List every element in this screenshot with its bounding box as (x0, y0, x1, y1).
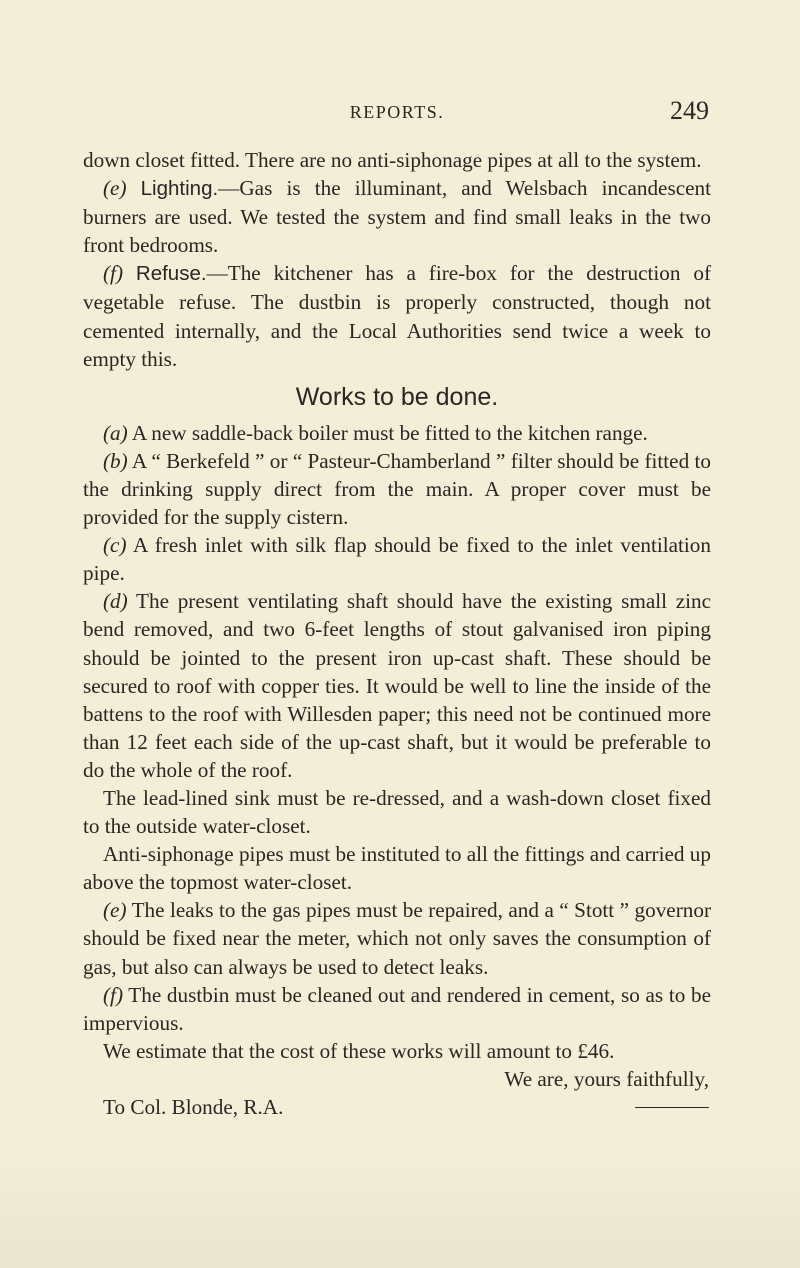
works-item-e (83, 896, 711, 980)
paragraph-continuation: down closet fitted. There are no anti-siphonage pipes at all to the system. (83, 148, 702, 172)
works-item-c (83, 531, 711, 587)
works-sink: The lead-lined sink must be re-dressed, and a wash-down closet fixed to the outside water-closet. (83, 785, 711, 839)
running-title: REPORTS. (349, 102, 445, 122)
item-label: (b) (103, 448, 128, 473)
paragraph-text: —Gas is the illuminant, and Welsbach incandescent burners are used. We tested the system and find small leaks in the two front bedrooms. (83, 176, 711, 258)
signoff: We are, yours faithfully, (504, 1066, 709, 1091)
works-anti-siphonage: Anti-siphonage pipes must be instituted to all the fittings and carried up above the topmost water-closet. (83, 842, 711, 895)
signature-rule (635, 1107, 709, 1108)
item-text: A “ Berkefeld ” or “ Pasteur-Chamberland ” filter should be fitted to the drinking supply direct from the main. A proper cover must be provided for the supply cistern. (83, 448, 711, 530)
item-text: A new saddle-back boiler must be fitted to the kitchen range. (131, 420, 648, 445)
item-label: (e) (103, 898, 127, 923)
item-label: (e) (103, 176, 127, 201)
item-label: (f) (103, 261, 123, 286)
section-heading: Works to be done. (295, 382, 499, 411)
item-label: (f) (103, 982, 123, 1007)
subheading-refuse: Refuse. (135, 262, 207, 286)
page-shading (0, 1148, 800, 1268)
item-text: The dustbin must be cleaned out and rendered in cement, so as to be impervious. (83, 982, 711, 1035)
item-label: (d) (103, 589, 128, 614)
works-estimate: We estimate that the cost of these works will amount to £46. (103, 1038, 615, 1063)
running-head (83, 96, 711, 132)
subheading-lighting: Lighting. (140, 177, 219, 201)
addressee: To Col. Blonde, R.A. (103, 1095, 284, 1119)
item-text: The present ventilating shaft should have the existing small zinc bend removed, and two 6-feet lengths of stout galvanised iron piping should be jointed to the present iron up-cast shaft. These should be secured to roof with copper ties. It would be well to line the inside of the battens to the roof with Willesden paper; this need not be continued more than 12 feet each side of the up-cast shaft, but it would be preferable to do the whole of the roof. (83, 589, 711, 782)
item-text: A fresh inlet with silk flap should be fixed to the inlet ventilation pipe. (83, 533, 711, 586)
works-item-f (83, 981, 711, 1037)
item-label: (c) (103, 533, 127, 558)
paragraph-lighting (83, 174, 711, 259)
works-item-a (83, 419, 711, 447)
book-page (83, 96, 711, 1121)
paragraph-text: —The kitchener has a fire-box for the destruction of vegetable refuse. The dustbin is properly constructed, though not cemented internally, and the Local Authorities send twice a week to empty this. (83, 261, 712, 371)
item-label: (a) (103, 420, 128, 445)
works-item-b (83, 447, 711, 531)
page-number: 249 (670, 96, 709, 125)
address-row (83, 1093, 711, 1121)
works-item-d (83, 587, 711, 784)
paragraph-refuse (83, 259, 711, 372)
item-text: The leaks to the gas pipes must be repaired, and a “ Stott ” governor should be fixed near the meter, which not only saves the consumption of gas, but also can always be used to detect leaks. (83, 898, 711, 979)
